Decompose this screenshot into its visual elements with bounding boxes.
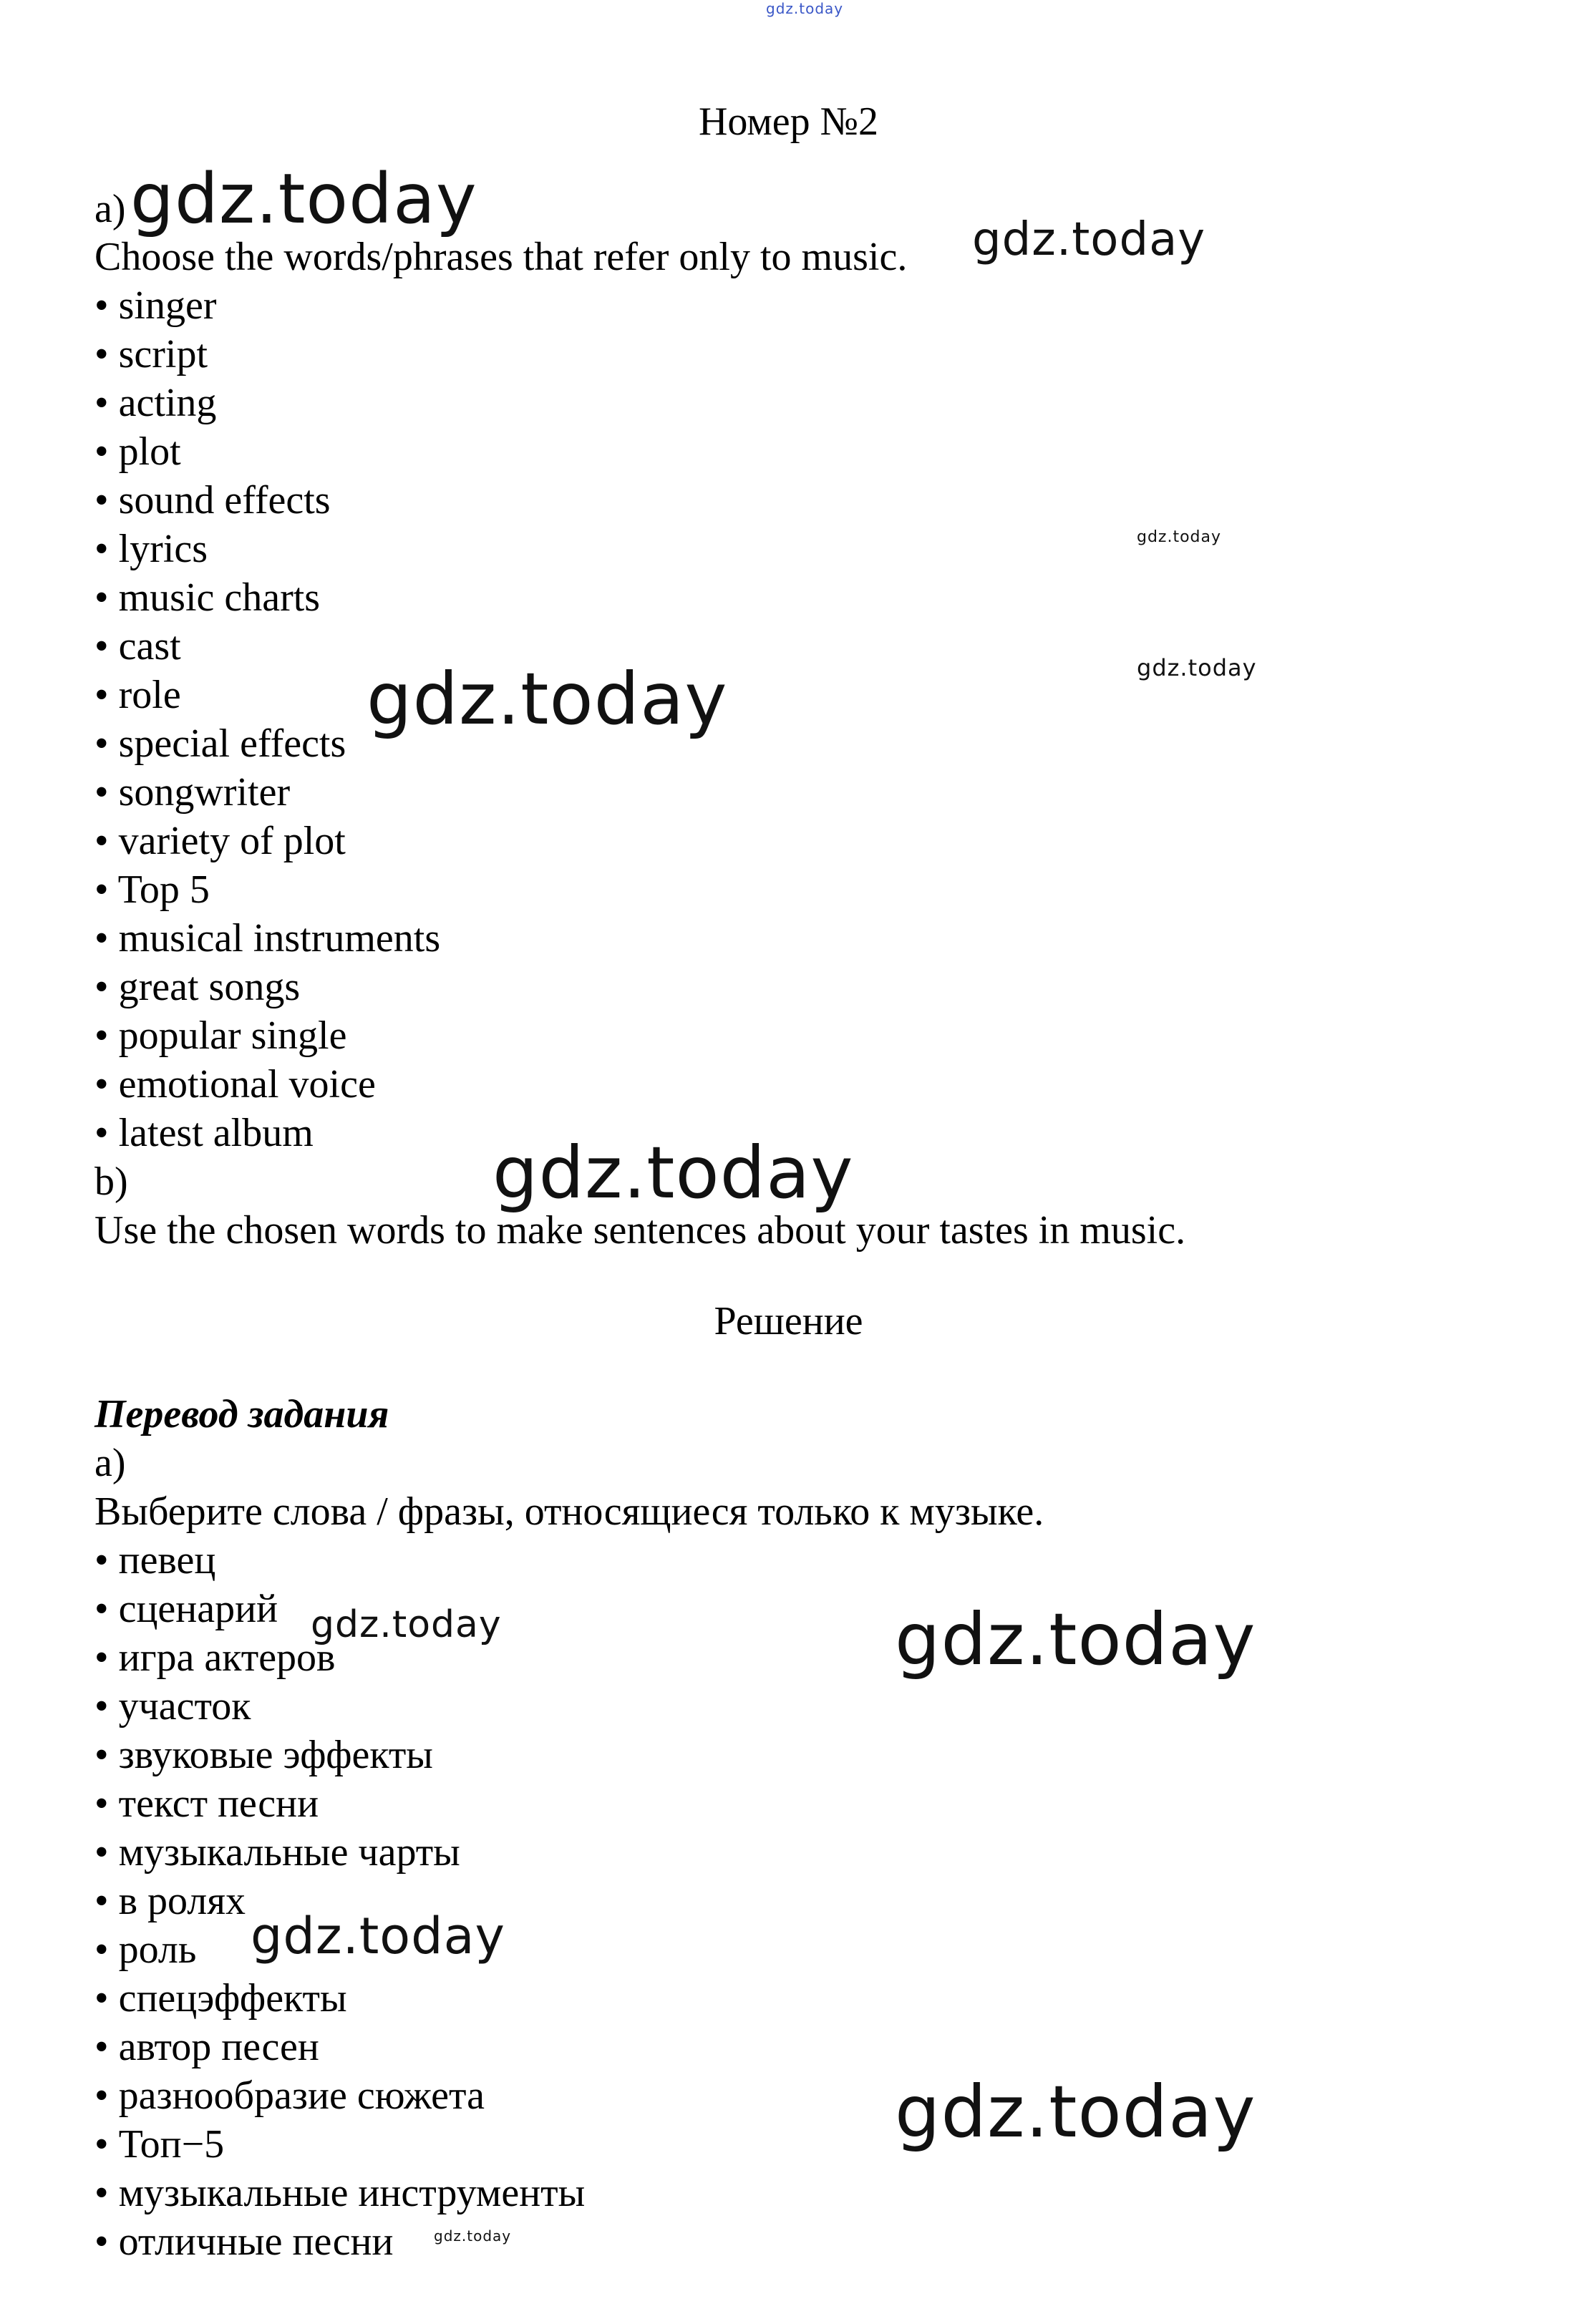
part-b-text: Use the chosen words to make sentences about your tastes in music.: [94, 1208, 1186, 1253]
list-item: • Top 5: [94, 867, 210, 912]
watermark-top: gdz.today: [766, 0, 844, 17]
list-item: • variety of plot: [94, 819, 346, 863]
list-item: • cast: [94, 624, 181, 668]
watermark: gdz.today: [972, 213, 1206, 266]
list-item: • участок: [94, 1684, 251, 1729]
list-item: • sound effects: [94, 478, 331, 522]
list-item: • в ролях: [94, 1879, 246, 1923]
page-title: Номер №2: [698, 99, 879, 144]
list-item: • songwriter: [94, 770, 291, 815]
watermark: gdz.today: [311, 1603, 502, 1646]
list-item: • popular single: [94, 1013, 347, 1058]
list-item: • latest album: [94, 1111, 314, 1155]
list-item: • спецэффекты: [94, 1976, 347, 2021]
list-item: • role: [94, 673, 181, 717]
list-item: • lyrics: [94, 527, 208, 571]
task-text-ru: Выберите слова / фразы, относящиеся только к музыке.: [94, 1489, 1044, 1534]
list-item: • музыкальные инструменты: [94, 2171, 586, 2215]
watermark: gdz.today: [251, 1907, 505, 1965]
list-item: • special effects: [94, 721, 346, 766]
list-item: • acting: [94, 381, 217, 425]
list-item: • сценарий: [94, 1587, 278, 1631]
list-item: • emotional voice: [94, 1062, 376, 1107]
list-item: • певец: [94, 1538, 216, 1582]
list-item: • great songs: [94, 965, 301, 1009]
watermark: gdz.today: [1137, 654, 1257, 681]
list-item: • текст песни: [94, 1781, 319, 1826]
watermark: gdz.today: [434, 2227, 512, 2245]
list-item: • автор песен: [94, 2025, 319, 2069]
solution-title: Решение: [714, 1299, 863, 1343]
list-item: • music charts: [94, 575, 321, 620]
list-item: • singer: [94, 283, 217, 328]
translation-heading: Перевод задания: [94, 1392, 389, 1436]
list-item: • игра актеров: [94, 1635, 336, 1680]
list-item: • script: [94, 332, 208, 376]
list-item: • Топ−5: [94, 2122, 225, 2167]
list-item: • plot: [94, 429, 181, 474]
part-b-label: b): [94, 1159, 128, 1204]
watermark: gdz.today: [895, 1598, 1256, 1681]
list-item: • роль: [94, 1927, 197, 1972]
part-a-label-ru: a): [94, 1441, 126, 1485]
task-text: Choose the words/phrases that refer only to music.: [94, 235, 908, 279]
list-item: • отличные песни: [94, 2220, 394, 2264]
list-item: • музыкальные чарты: [94, 1830, 460, 1875]
watermark: gdz.today: [1137, 528, 1222, 546]
watermark: gdz.today: [367, 657, 728, 741]
watermark: gdz.today: [492, 1131, 854, 1215]
watermark: gdz.today: [895, 2070, 1256, 2154]
list-item: • разнообразие сюжета: [94, 2073, 485, 2118]
watermark: gdz.today: [130, 159, 477, 239]
list-item: • звуковые эффекты: [94, 1733, 433, 1777]
list-item: • musical instruments: [94, 916, 441, 961]
part-a-label: a): [94, 187, 126, 231]
